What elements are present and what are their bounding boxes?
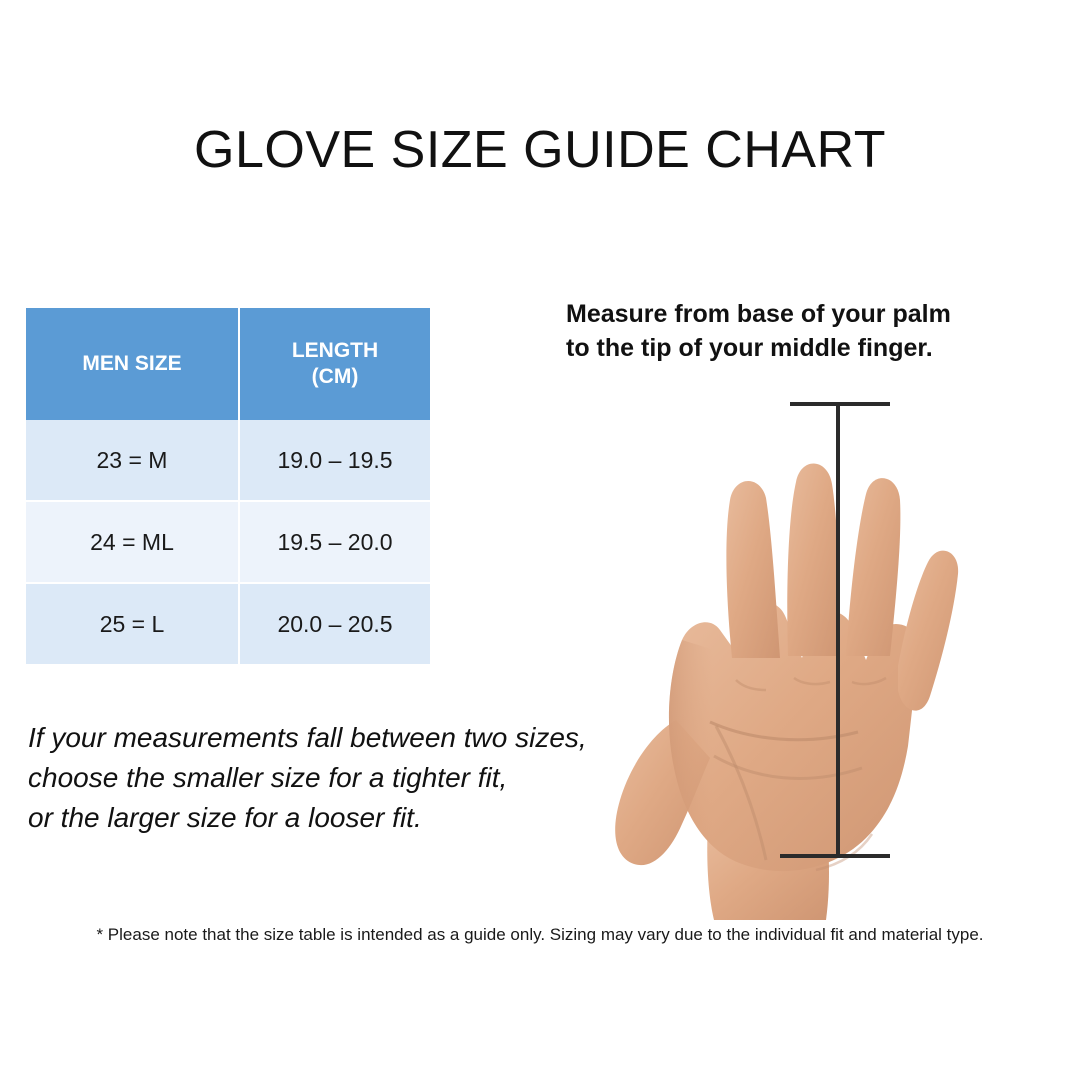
footnote: * Please note that the size table is intended as a guide only. Sizing may vary due to the individual fit and material type. bbox=[96, 925, 984, 944]
sizing-note-line-1: If your measurements fall between two sizes, bbox=[28, 722, 587, 753]
table-row bbox=[26, 501, 430, 583]
sizing-note-line-2: choose the smaller size for a tighter fit, bbox=[28, 761, 508, 793]
table-header bbox=[26, 308, 430, 420]
cell-men-size: 24 = ML bbox=[26, 501, 239, 583]
measure-instruction-line-2: to the tip of your middle finger. bbox=[566, 333, 933, 362]
table-body bbox=[26, 420, 430, 664]
hand-illustration bbox=[590, 390, 1060, 920]
table-row bbox=[26, 583, 430, 664]
page-title: GLOVE SIZE GUIDE CHART bbox=[194, 121, 886, 179]
measure-instruction bbox=[566, 298, 1066, 366]
table-row bbox=[26, 420, 430, 501]
cell-length: 19.5 – 20.0 bbox=[239, 501, 430, 583]
measure-instruction-line-1: Measure from base of your palm bbox=[566, 300, 951, 328]
cell-length: 20.0 – 20.5 bbox=[239, 583, 430, 664]
column-header-length-line2: (CM) bbox=[311, 365, 359, 388]
cell-length: 19.0 – 19.5 bbox=[239, 420, 430, 501]
table-header-row bbox=[26, 308, 430, 420]
size-table bbox=[26, 308, 430, 664]
sizing-note-line-3: or the larger size for a looser fit. bbox=[28, 801, 422, 833]
sizing-note bbox=[28, 718, 668, 837]
column-header-length bbox=[239, 308, 430, 420]
cell-men-size: 23 = M bbox=[26, 420, 239, 501]
cell-men-size: 25 = L bbox=[26, 583, 239, 664]
column-header-men-size: MEN SIZE bbox=[26, 308, 239, 420]
column-header-length-line1: LENGTH bbox=[291, 338, 379, 362]
